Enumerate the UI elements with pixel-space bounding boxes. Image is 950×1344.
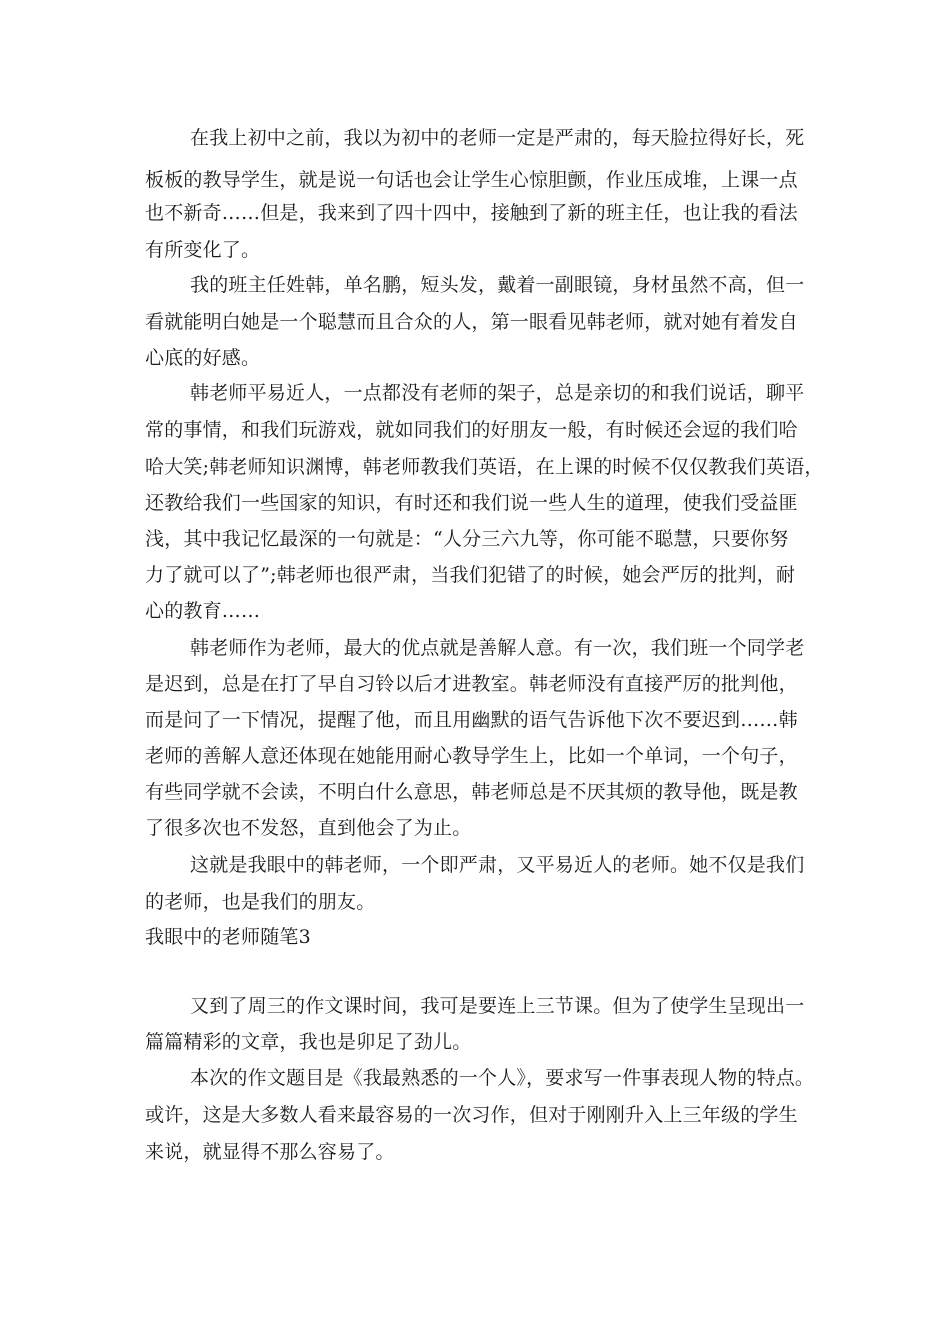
paragraph-4-line-2: 是迟到，总是在打了早自习铃以后才进教室。韩老师没有直接严厉的批判他， <box>145 673 798 695</box>
paragraph-1-line-1: 在我上初中之前，我以为初中的老师一定是严肃的，每天脸拉得好长，死 <box>190 127 805 149</box>
paragraph-3-line-6: 力了就可以了”;韩老师也很严肃，当我们犯错了的时候，她会严厉的批判，耐 <box>145 564 796 586</box>
paragraph-4-line-3: 而是问了一下情况，提醒了他，而且用幽默的语气告诉他下次不要迟到……韩 <box>145 709 798 731</box>
section-heading: 我眼中的老师随笔3 <box>145 926 311 948</box>
paragraph-1-line-2: 板板的教导学生，就是说一句话也会让学生心惊胆颤，作业压成堆，上课一点 <box>145 169 798 191</box>
paragraph-5-line-2: 的老师，也是我们的朋友。 <box>145 891 376 913</box>
paragraph-3-line-5: 浅，其中我记忆最深的一句就是：“人分三六九等，你可能不聪慧，只要你努 <box>145 528 789 550</box>
paragraph-6-line-1: 又到了周三的作文课时间，我可是要连上三节课。但为了使学生呈现出一 <box>190 995 805 1017</box>
paragraph-4-line-5: 有些同学就不会读，不明白什么意思，韩老师总是不厌其烦的教导他，既是教 <box>145 781 798 803</box>
paragraph-2-line-2: 看就能明白她是一个聪慧而且合众的人，第一眼看见韩老师，就对她有着发自 <box>145 311 798 333</box>
paragraph-7-line-2: 或许，这是大多数人看来最容易的一次习作，但对于刚刚升入上三年级的学生 <box>145 1104 798 1126</box>
paragraph-6-line-2: 篇篇精彩的文章，我也是卯足了劲儿。 <box>145 1031 472 1053</box>
paragraph-1-line-4: 有所变化了。 <box>145 239 261 261</box>
paragraph-3-line-7: 心的教育…… <box>145 600 261 622</box>
paragraph-2-line-1: 我的班主任姓韩，单名鹏，短头发，戴着一副眼镜，身材虽然不高，但一 <box>190 274 805 296</box>
paragraph-4-line-1: 韩老师作为老师，最大的优点就是善解人意。有一次，我们班一个同学老 <box>190 637 805 659</box>
paragraph-3-line-1: 韩老师平易近人，一点都没有老师的架子，总是亲切的和我们说话，聊平 <box>190 382 805 404</box>
paragraph-1-line-3: 也不新奇……但是，我来到了四十四中，接触到了新的班主任，也让我的看法 <box>145 202 798 224</box>
paragraph-3-line-2: 常的事情，和我们玩游戏，就如同我们的好朋友一般，有时候还会逗的我们哈 <box>145 419 798 441</box>
paragraph-4-line-6: 了很多次也不发怒，直到他会了为止。 <box>145 817 472 839</box>
paragraph-4-line-4: 老师的善解人意还体现在她能用耐心教导学生上，比如一个单词，一个句子， <box>145 745 798 767</box>
paragraph-5-line-1: 这就是我眼中的韩老师，一个即严肃，又平易近人的老师。她不仅是我们 <box>190 854 805 876</box>
paragraph-7-line-1: 本次的作文题目是《我最熟悉的一个人》，要求写一件事表现人物的特点。 <box>190 1067 815 1089</box>
paragraph-7-line-3: 来说，就显得不那么容易了。 <box>145 1141 395 1163</box>
paragraph-2-line-3: 心底的好感。 <box>145 347 261 369</box>
paragraph-3-line-3: 哈大笑;韩老师知识渊博，韩老师教我们英语，在上课的时候不仅仅教我们英语， <box>145 456 824 478</box>
paragraph-3-line-4: 还教给我们一些国家的知识，有时还和我们说一些人生的道理，使我们受益匪 <box>145 492 798 514</box>
